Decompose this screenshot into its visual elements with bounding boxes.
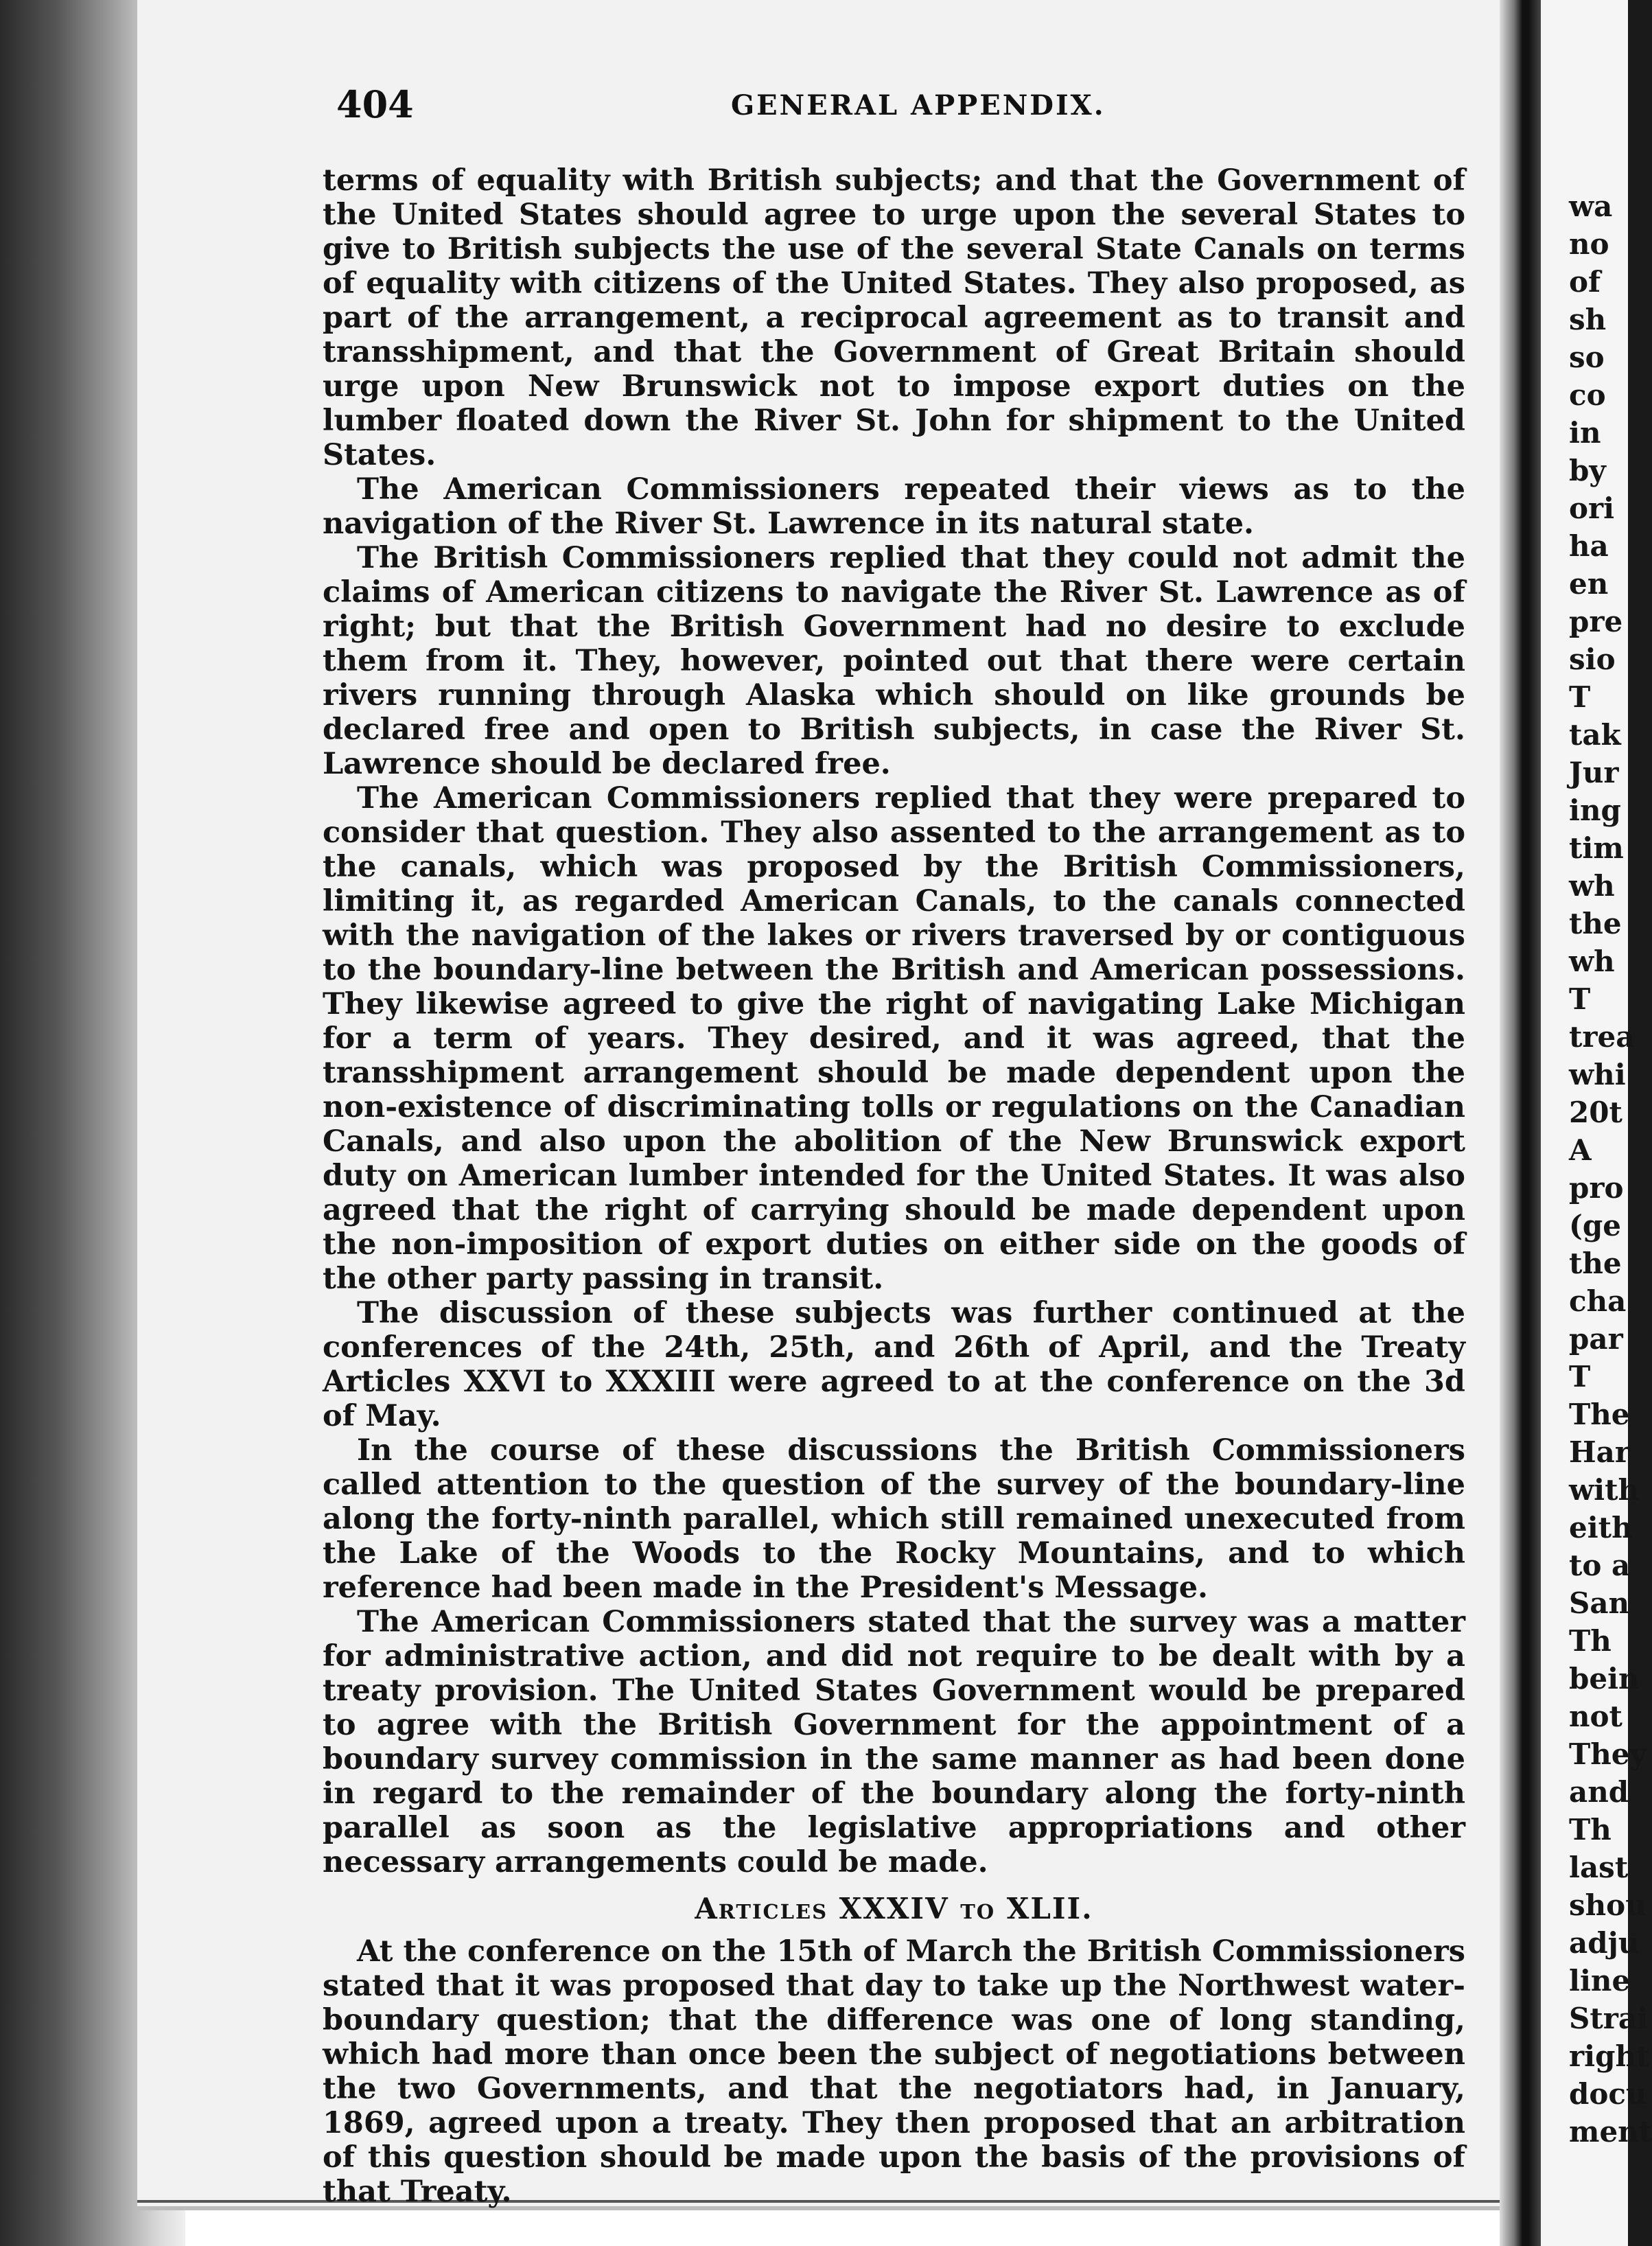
facing-page-fragment: T [1569, 982, 1591, 1016]
facing-page-fragment: bein [1569, 1662, 1640, 1695]
facing-page-fragment: wh [1569, 945, 1615, 978]
running-head: GENERAL APPENDIX. [731, 89, 1106, 121]
paragraph-7: The American Commissioners stated that the survey was a matter for administrative action, and did not require to be dealt with by a treaty provision. The United States Government would be prepared to agree with the British Government for the appointment of a boundary survey commission in the same manner as had been done in regard to the remainder of the boundary along the forty-ninth parallel as soon as the legislative appropriations and other necessary arrangements could be made. [323, 1605, 1465, 1879]
facing-page-fragment: whi [1569, 1058, 1626, 1091]
facing-page-fragment: A [1569, 1133, 1592, 1167]
facing-page-fragment: last [1569, 1851, 1629, 1884]
facing-page-fragment: shou [1569, 1888, 1647, 1922]
facing-page-fragment: tim [1569, 831, 1624, 865]
facing-page-fragment: They [1569, 1737, 1647, 1771]
facing-page-fragment: co [1569, 378, 1606, 412]
facing-page-fragment: so [1569, 340, 1605, 374]
paragraph-5: The discussion of these subjects was further continued at the conferences of the 24th, 25th, and 26th of April, and the Treaty Articles XXVI to XXXIII were agreed to at the conference on the 3d of May. [323, 1296, 1465, 1433]
facing-page-fragment: wa [1569, 189, 1613, 223]
page-number: 404 [336, 82, 414, 126]
facing-page-fragment: par [1569, 1322, 1623, 1356]
facing-page-fragment: Jur [1569, 756, 1619, 789]
facing-page-fragment: en [1569, 567, 1609, 601]
facing-page-fragment: not [1569, 1700, 1622, 1733]
paragraph-6: In the course of these discussions the British Commissioners called attention to the question of the survey of the boundary-line along the forty-ninth parallel, which still remained unexecuted from the Lake of the Woods to the Rocky Mountains, and to which reference had been made in the President's Message. [323, 1433, 1465, 1605]
facing-page-fragment: eith [1569, 1511, 1633, 1544]
paragraph-1: terms of equality with British subjects; and that the Government of the United States should agree to urge upon the several States to give to British subjects the use of the several State Canals on terms of equality with citizens of the United States. They also proposed, as part of the arrangement, a reciprocal agreement as to transit and transshipment, and that the Government of Great Britain should urge upon New Brunswick not to impose export duties on the lumber floated down the River St. John for shipment to the United States. [323, 163, 1465, 472]
facing-page-fragment: wh [1569, 869, 1615, 903]
facing-page-fragment: 20t [1569, 1096, 1622, 1129]
facing-page-fragment: line [1569, 1964, 1631, 1998]
facing-page-fragment: to a [1569, 1549, 1631, 1582]
facing-page-fragment: pro [1569, 1171, 1624, 1205]
page-body [323, 163, 1465, 2209]
facing-page-fragment: Th [1569, 1813, 1612, 1846]
facing-page-fragment: docu [1569, 2077, 1647, 2111]
facing-page-fragment: the [1569, 907, 1622, 940]
facing-page-fragment: T [1569, 680, 1591, 714]
paragraph-2: The American Commissioners repeated their views as to the navigation of the River St. Lawrence in its natural state. [323, 472, 1465, 541]
facing-page-fragment: ha [1569, 529, 1609, 563]
facing-page-fragment: with [1569, 1473, 1640, 1507]
facing-page-fragment: Har [1569, 1435, 1631, 1469]
facing-page-fragment: the [1569, 1247, 1622, 1280]
facing-page-fragment: sh [1569, 303, 1607, 336]
paragraph-3: The British Commissioners replied that they could not admit the claims of American citizens to navigate the River St. Lawrence as of right; but that the British Government had no desire to exclude them from it. They, however, pointed out that there were certain rivers running through Alaska which should on like grounds be declared free and open to British subjects, in case the River St. Lawrence should be declared free. [323, 541, 1465, 781]
facing-page-fragment: and [1569, 1775, 1629, 1809]
paragraph-4: The American Commissioners replied that they were prepared to consider that question. They also assented to the arrangement as to the canals, which was proposed by the British Commissioners, limiting it, as regarded American Canals, to the canals connected with the navigation of the lakes or rivers traversed by or contiguous to the boundary-line between the British and American possessions. They likewise agreed to give the right of navigating Lake Michigan for a term of years. They desired, and it was agreed, that the transshipment arrangement should be made dependent upon the non-existence of discriminating tolls or regulations on the Canadian Canals, and also upon the abolition of the New Brunswick export duty on American lumber intended for the United States. It was also agreed that the right of carrying should be made dependent upon the non-imposition of export duties on either side on the goods of the other party passing in transit. [323, 781, 1465, 1296]
facing-page-fragment: San [1569, 1586, 1630, 1620]
facing-page-fragment: adju [1569, 1926, 1640, 1960]
facing-page-fragment: pre [1569, 605, 1623, 638]
page-header [336, 82, 1476, 137]
book-spine-shadow [1500, 0, 1541, 2246]
facing-page-fragment: The [1569, 1398, 1630, 1431]
facing-page-fragment: tak [1569, 718, 1621, 752]
facing-page-fragment: ing [1569, 794, 1621, 827]
facing-page-fragment: trea [1569, 1020, 1635, 1054]
facing-page-fragment: by [1569, 454, 1606, 487]
facing-page-fragment: (ge [1569, 1209, 1621, 1242]
facing-page-fragment: ori [1569, 491, 1615, 525]
facing-page-fragment: sio [1569, 642, 1616, 676]
facing-page-fragment: Strai [1569, 2002, 1649, 2035]
facing-page-fragment: ment [1569, 2115, 1652, 2149]
facing-page-fragment: in [1569, 416, 1601, 450]
facing-page-fragment: Th [1569, 1624, 1612, 1658]
facing-page-fragment: no [1569, 227, 1609, 261]
facing-page-fragment: of [1569, 265, 1601, 299]
section-heading: Articles XXXIV to XLII. [695, 1892, 1093, 1925]
facing-page-fragment: right [1569, 2039, 1650, 2073]
section-paragraph-1: At the conference on the 15th of March the British Commissioners stated that it was proposed that day to take up the Northwest water-boundary question; that the difference was one of long standing, which had more than once been the subject of negotiations between the two Governments, and that the negotiators had, in January, 1869, agreed upon a treaty. They then proposed that an arbitration of this question should be made upon the basis of the provisions of that Treaty. [323, 1934, 1465, 2209]
facing-page-fragment: T [1569, 1360, 1591, 1393]
facing-page-fragment: cha [1569, 1284, 1627, 1318]
